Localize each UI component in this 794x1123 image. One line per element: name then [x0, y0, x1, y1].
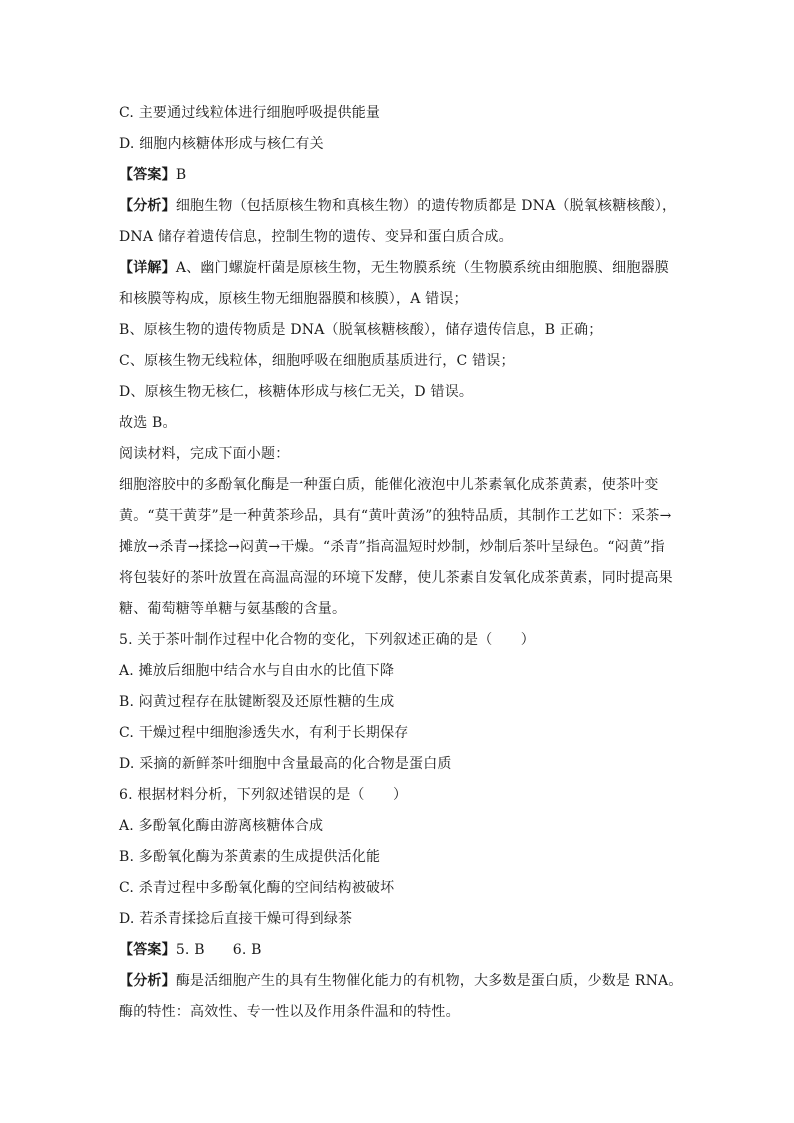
answer-line-2	[119, 935, 679, 966]
question-5-stem: 5. 关于茶叶制作过程中化合物的变化，下列叙述正确的是（ ）	[119, 632, 536, 648]
question-6-option-b: B. 多酚氧化酶为茶黄素的生成提供活化能	[119, 849, 381, 865]
document-page	[119, 98, 683, 1028]
detail-line-4: C、原核生物无线粒体，细胞呼吸在细胞质基质进行，C 错误；	[119, 353, 515, 369]
conclusion-line: 故选 B。	[119, 415, 177, 431]
detail-line-3: B、原核生物的遗传物质是 DNA（脱氧核糖核酸），储存遗传信息，B 正确；	[119, 322, 603, 338]
analysis-2-line-2: 酶的特性：高效性、专一性以及作用条件温和的特性。	[119, 1004, 460, 1020]
question-5-option-d: D. 采摘的新鲜茶叶细胞中含量最高的化合物是蛋白质	[119, 756, 452, 772]
reading-paragraph-line-5: 糖、葡萄糖等单糖与氨基酸的含量。	[119, 601, 347, 617]
analysis-line-1	[119, 191, 679, 222]
answer-label-2: 【答案】	[119, 942, 176, 958]
option-d-prev: D. 细胞内核糖体形成与核仁有关	[119, 136, 324, 152]
reading-paragraph-line-4: 将包装好的茶叶放置在高温高湿的环境下发酵，使儿茶素自发氧化成茶黄素，同时提高果	[119, 570, 673, 586]
detail-text: A、幽门螺旋杆菌是原核生物，无生物膜系统（生物膜系统由细胞膜、细胞器膜	[175, 260, 669, 276]
analysis-2-line-1	[119, 966, 683, 997]
reading-paragraph-line-1: 细胞溶胶中的多酚氧化酶是一种蛋白质，能催化液泡中儿茶素氧化成茶黄素，使茶叶变	[119, 477, 659, 493]
question-6-option-a: A. 多酚氧化酶由游离核糖体合成	[119, 818, 324, 834]
answer-6-value: 6. B	[232, 942, 262, 958]
question-5-option-b: B. 闷黄过程存在肽键断裂及还原性糖的生成	[119, 694, 395, 710]
analysis-label: 【分析】	[119, 198, 176, 214]
detail-line-5: D、原核生物无核仁，核糖体形成与核仁无关，D 错误。	[119, 384, 474, 400]
analysis-text: 细胞生物（包括原核生物和真核生物）的遗传物质都是 DNA（脱氧核糖核酸），	[175, 198, 677, 214]
analysis-2-text: 酶是活细胞产生的具有生物催化能力的有机物，大多数是蛋白质，少数是 RNA。	[175, 973, 683, 989]
answer-label: 【答案】	[119, 167, 176, 183]
analysis-label-2: 【分析】	[119, 973, 176, 989]
question-6-option-c: C. 杀青过程中多酚氧化酶的空间结构被破坏	[119, 880, 395, 896]
detail-line-2: 和核膜等构成，原核生物无细胞器膜和核膜），A 错误；	[119, 291, 468, 307]
question-6-option-d: D. 若杀青揉捻后直接干燥可得到绿茶	[119, 911, 353, 927]
question-6-stem: 6. 根据材料分析，下列叙述错误的是（ ）	[119, 787, 408, 803]
option-c-prev: C. 主要通过线粒体进行细胞呼吸提供能量	[119, 105, 381, 121]
reading-intro: 阅读材料，完成下面小题：	[119, 446, 290, 462]
reading-paragraph-line-2: 黄。“莫干黄芽”是一种黄茶珍品，具有“黄叶黄汤”的独特品质，其制作工艺如下：采茶→	[119, 508, 672, 524]
detail-line-1	[119, 253, 679, 284]
answer-5-value: 5. B	[175, 942, 205, 958]
detail-label: 【详解】	[119, 260, 176, 276]
question-5-option-a: A. 摊放后细胞中结合水与自由水的比值下降	[119, 663, 395, 679]
answer-value: B	[175, 167, 187, 183]
reading-paragraph-line-3: 摊放→杀青→揉捻→闷黄→干燥。“杀青”指高温短时炒制，炒制后茶叶呈绿色。“闷黄”指	[119, 539, 665, 555]
question-5-option-c: C. 干燥过程中细胞渗透失水，有利于长期保存	[119, 725, 409, 741]
analysis-line-2: DNA 储存着遗传信息，控制生物的遗传、变异和蛋白质合成。	[119, 229, 513, 245]
answer-line-1	[119, 160, 679, 191]
